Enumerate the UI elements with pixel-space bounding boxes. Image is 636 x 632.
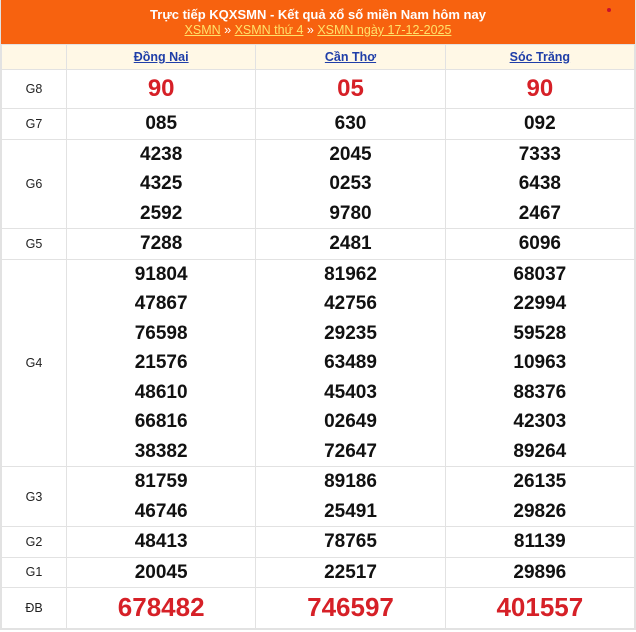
prize-cell — [67, 259, 256, 467]
prize-cell — [256, 109, 445, 140]
prize-row-g5 — [2, 229, 635, 260]
prize-number: 22517 — [324, 561, 377, 583]
prize-number: 0253 — [329, 173, 372, 194]
prize-number: 2592 — [140, 202, 183, 224]
prize-cell — [445, 70, 634, 109]
prize-label: G3 — [2, 467, 67, 527]
prize-cell — [67, 527, 256, 558]
prize-number: 6096 — [518, 233, 561, 254]
prize-number: 63489 — [324, 352, 377, 373]
prize-row-g6 — [2, 139, 635, 229]
prize-cell — [445, 139, 634, 229]
breadcrumb-separator: » — [306, 23, 314, 37]
prize-cell — [256, 557, 445, 588]
breadcrumb-link-xsmn[interactable]: XSMN — [184, 23, 221, 37]
prize-cell — [67, 557, 256, 588]
prize-label: G5 — [2, 229, 67, 260]
prize-cell — [256, 259, 445, 467]
results-title: Trực tiếp KQXSMN - Kết quả xổ số miền Nam hôm nay — [150, 7, 486, 22]
prize-number: 88376 — [513, 381, 567, 403]
prize-row-g8 — [2, 70, 635, 109]
prize-label: ĐB — [2, 588, 67, 629]
prize-row-g3 — [2, 467, 635, 527]
province-header — [445, 45, 634, 70]
prize-row-g7 — [2, 109, 635, 140]
prize-number: 20045 — [134, 561, 188, 583]
prize-number: 72647 — [324, 440, 377, 462]
prize-number: 630 — [334, 113, 367, 134]
prize-number: 9780 — [329, 202, 372, 224]
prize-cell — [445, 527, 634, 558]
prize-cell — [67, 70, 256, 109]
breadcrumb-separator: » — [224, 23, 232, 37]
province-link-soc-trang[interactable]: Sóc Trăng — [509, 50, 571, 64]
indicator-dot-icon — [607, 8, 611, 12]
prize-cell — [445, 588, 634, 629]
prize-number: 7288 — [140, 233, 183, 254]
prize-number: 085 — [145, 113, 178, 134]
prize-cell — [67, 467, 256, 527]
breadcrumb-link-date[interactable]: XSMN ngày 17-12-2025 — [317, 23, 452, 37]
prize-cell — [67, 229, 256, 260]
prize-number: 092 — [523, 113, 556, 134]
prize-number: 401557 — [496, 592, 584, 623]
prize-number: 48413 — [134, 531, 188, 552]
province-header — [67, 45, 256, 70]
prize-label: G8 — [2, 70, 67, 109]
prize-number: 89186 — [324, 471, 377, 492]
prize-number: 2467 — [518, 202, 561, 224]
prize-label: G4 — [2, 259, 67, 467]
prize-cell — [256, 467, 445, 527]
prize-number: 48610 — [134, 381, 188, 403]
prize-cell — [67, 109, 256, 140]
prize-row-g4 — [2, 259, 635, 467]
prize-number: 05 — [337, 75, 364, 103]
prize-cell — [256, 70, 445, 109]
prize-number: 90 — [526, 75, 554, 103]
province-link-can-tho[interactable]: Cần Thơ — [324, 50, 377, 64]
corner-cell — [2, 45, 67, 70]
prize-number: 38382 — [134, 440, 188, 462]
prize-label: G6 — [2, 139, 67, 229]
prize-label: G1 — [2, 557, 67, 588]
prize-number: 746597 — [307, 592, 394, 623]
prize-label: G2 — [2, 527, 67, 558]
prize-cell — [67, 139, 256, 229]
prize-cell — [256, 229, 445, 260]
prize-cell — [445, 467, 634, 527]
prize-number: 47867 — [134, 293, 188, 314]
breadcrumb-link-weekday[interactable]: XSMN thứ 4 — [234, 23, 304, 37]
prize-number: 6438 — [518, 173, 561, 194]
prize-cell — [445, 229, 634, 260]
prize-number: 25491 — [324, 500, 377, 522]
results-table — [1, 44, 635, 629]
prize-number: 81962 — [324, 263, 377, 285]
prize-cell — [256, 527, 445, 558]
prize-number: 81139 — [513, 531, 566, 552]
prize-number: 59528 — [513, 322, 567, 344]
prize-label: G7 — [2, 109, 67, 140]
prize-number: 2481 — [329, 233, 372, 254]
prize-number: 66816 — [134, 411, 188, 432]
prize-row-g2 — [2, 527, 635, 558]
prize-cell — [256, 588, 445, 629]
prize-number: 678482 — [117, 592, 205, 623]
prize-row-đb — [2, 588, 635, 629]
prize-cell — [445, 557, 634, 588]
prize-number: 29896 — [513, 561, 567, 583]
prize-number: 42756 — [324, 293, 377, 314]
prize-row-g1 — [2, 557, 635, 588]
prize-number: 81759 — [134, 471, 188, 492]
prize-number: 7333 — [518, 143, 561, 165]
province-link-dong-nai[interactable]: Đồng Nai — [133, 50, 189, 64]
prize-number: 22994 — [513, 293, 567, 314]
prize-number: 91804 — [134, 263, 188, 285]
results-header — [1, 0, 635, 44]
prize-cell — [256, 139, 445, 229]
prize-cell — [67, 588, 256, 629]
prize-rows — [2, 70, 635, 629]
prize-number: 76598 — [134, 322, 188, 344]
prize-number: 4238 — [140, 143, 183, 165]
prize-number: 78765 — [324, 531, 377, 552]
prize-number: 90 — [147, 75, 175, 103]
prize-number: 2045 — [329, 143, 372, 165]
prize-number: 29826 — [513, 500, 567, 522]
province-header — [256, 45, 445, 70]
prize-number: 02649 — [324, 411, 377, 432]
prize-number: 68037 — [513, 263, 567, 285]
prize-number: 10963 — [513, 352, 567, 373]
prize-number: 89264 — [513, 440, 567, 462]
prize-number: 29235 — [324, 322, 377, 344]
prize-number: 26135 — [513, 471, 567, 492]
prize-number: 4325 — [140, 173, 183, 194]
province-header-row — [2, 45, 635, 70]
breadcrumb — [1, 22, 635, 38]
prize-number: 45403 — [324, 381, 377, 403]
prize-cell — [445, 109, 634, 140]
prize-number: 21576 — [134, 352, 188, 373]
prize-cell — [445, 259, 634, 467]
prize-number: 42303 — [513, 411, 567, 432]
prize-number: 46746 — [134, 500, 188, 522]
